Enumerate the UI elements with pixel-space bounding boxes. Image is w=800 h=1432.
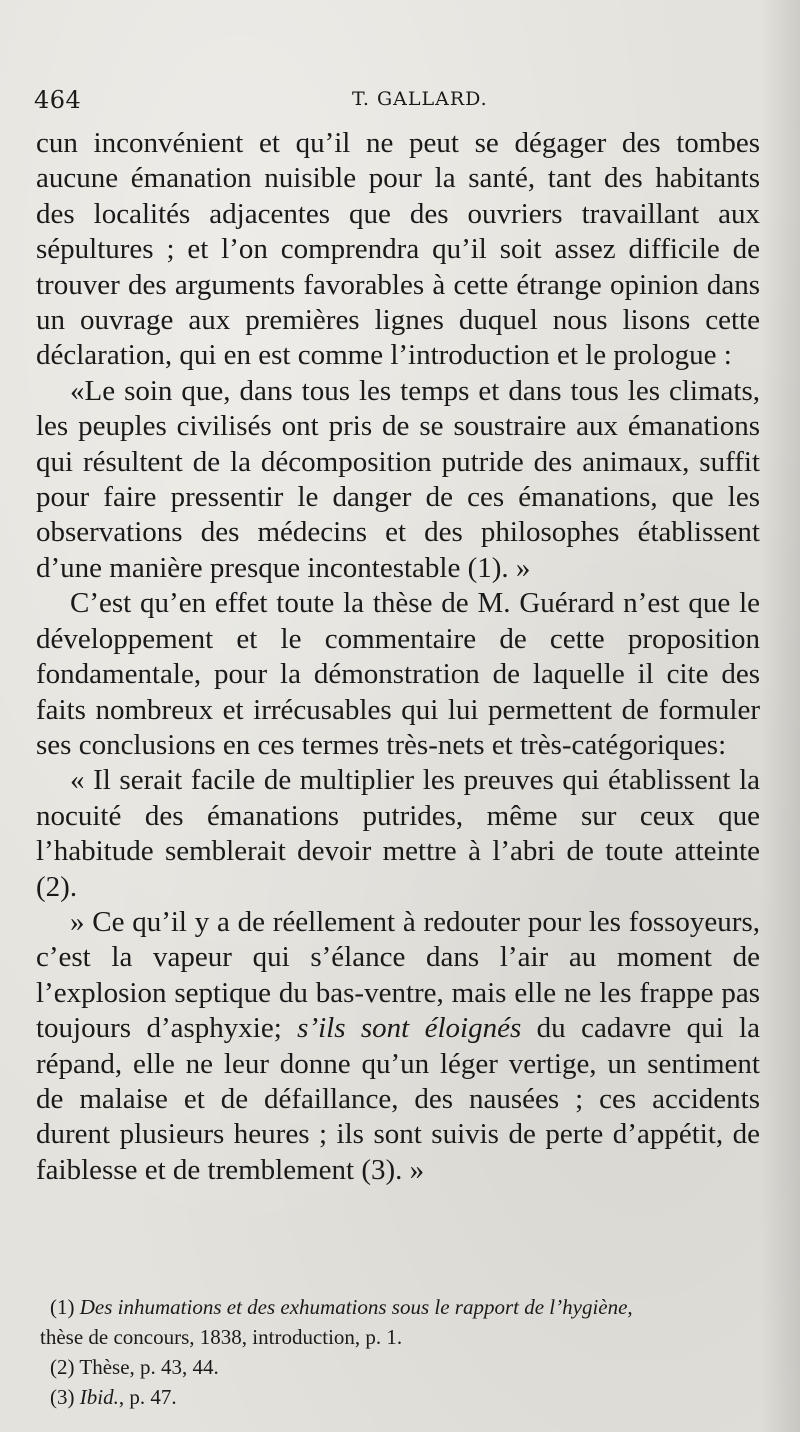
running-head: T. GALLARD. [352, 88, 488, 110]
paragraph-2-quote: «Le soin que, dans tous les temps et dans tous les climats, les peuples civilisés ont pris de se soustraire aux émanations qui résultent de la décomposition putride des animaux, suffit pour faire pressentir le danger de ces émanations, que les observations des médecins et des philosophes établissent d’une manière presque incontestable (1). » [36, 374, 760, 584]
footnote-2-text: Thèse, p. 43, 44. [79, 1355, 219, 1379]
paragraph-5-quote [36, 905, 760, 1188]
paragraph-3: C’est qu’en effet toute la thèse de M. Guérard n’est que le développement et le commentaire de cette proposition fondamentale, pour la démonstration de laquelle il cite des faits nombreux et irrécusables qui lui permettent de formuler ses conclusions en ces termes très-nets et très-catégoriques: [36, 587, 760, 761]
footnote-3 [50, 1382, 764, 1412]
footnote-1-marker: (1) [50, 1295, 75, 1319]
page-number: 464 [34, 86, 82, 114]
paragraph-1: cun inconvénient et qu’il ne peut se dégager des tombes aucune émanation nuisible pour la santé, tant des habitants des localités adjacentes que des ouvriers travaillant aux sépultures ; et l’on comprendra qu’il soit assez difficile de trouver des arguments favorables à cette étrange opinion dans un ouvrage aux premières lignes duquel nous lisons cette déclaration, qui en est comme l’introduction et le prologue : [36, 127, 760, 372]
footnote-3-marker: (3) [50, 1385, 75, 1409]
footnote-1-continuation: thèse de concours, 1838, introduction, p. 1. [40, 1325, 403, 1349]
paragraph-5-part-2: du cadavre qui la répand, elle ne leur donne qu’un léger vertige, un sentiment de malaise et de défaillance, des nausées ; ces accidents durent plusieurs heures ; ils sont suivis de perte d’appétit, de faiblesse et de tremblement (3). » [36, 1012, 760, 1186]
footnote-3-italic: Ibid. [79, 1385, 119, 1409]
footnote-3-rest: , p. 47. [118, 1385, 177, 1409]
footnote-2 [50, 1352, 764, 1382]
paragraph-5-part-1: » Ce qu’il y a de réellement à redouter pour les fossoyeurs, c’est la vapeur qui s’élance dans l’air au moment de l’explosion septique du bas-ventre, mais elle ne les frappe pas toujours d’asphyxie; [36, 905, 760, 1045]
paragraph-4-quote: « Il serait facile de multiplier les preuves qui établissent la nocuité des émanations putrides, même sur ceux que l’habitude semblerait devoir mettre à l’abri de toute atteinte (2). [36, 764, 760, 903]
paragraph-5-italic: s’ils sont éloignés [297, 1012, 522, 1045]
footnote-1-italic: Des inhumations et des exhumations sous le rapport de l’hygiène, [79, 1295, 633, 1319]
footnote-1 [50, 1292, 764, 1322]
body-text [36, 126, 760, 1188]
footnotes [40, 1292, 764, 1412]
page-header [34, 86, 754, 116]
footnote-2-marker: (2) [50, 1355, 75, 1379]
